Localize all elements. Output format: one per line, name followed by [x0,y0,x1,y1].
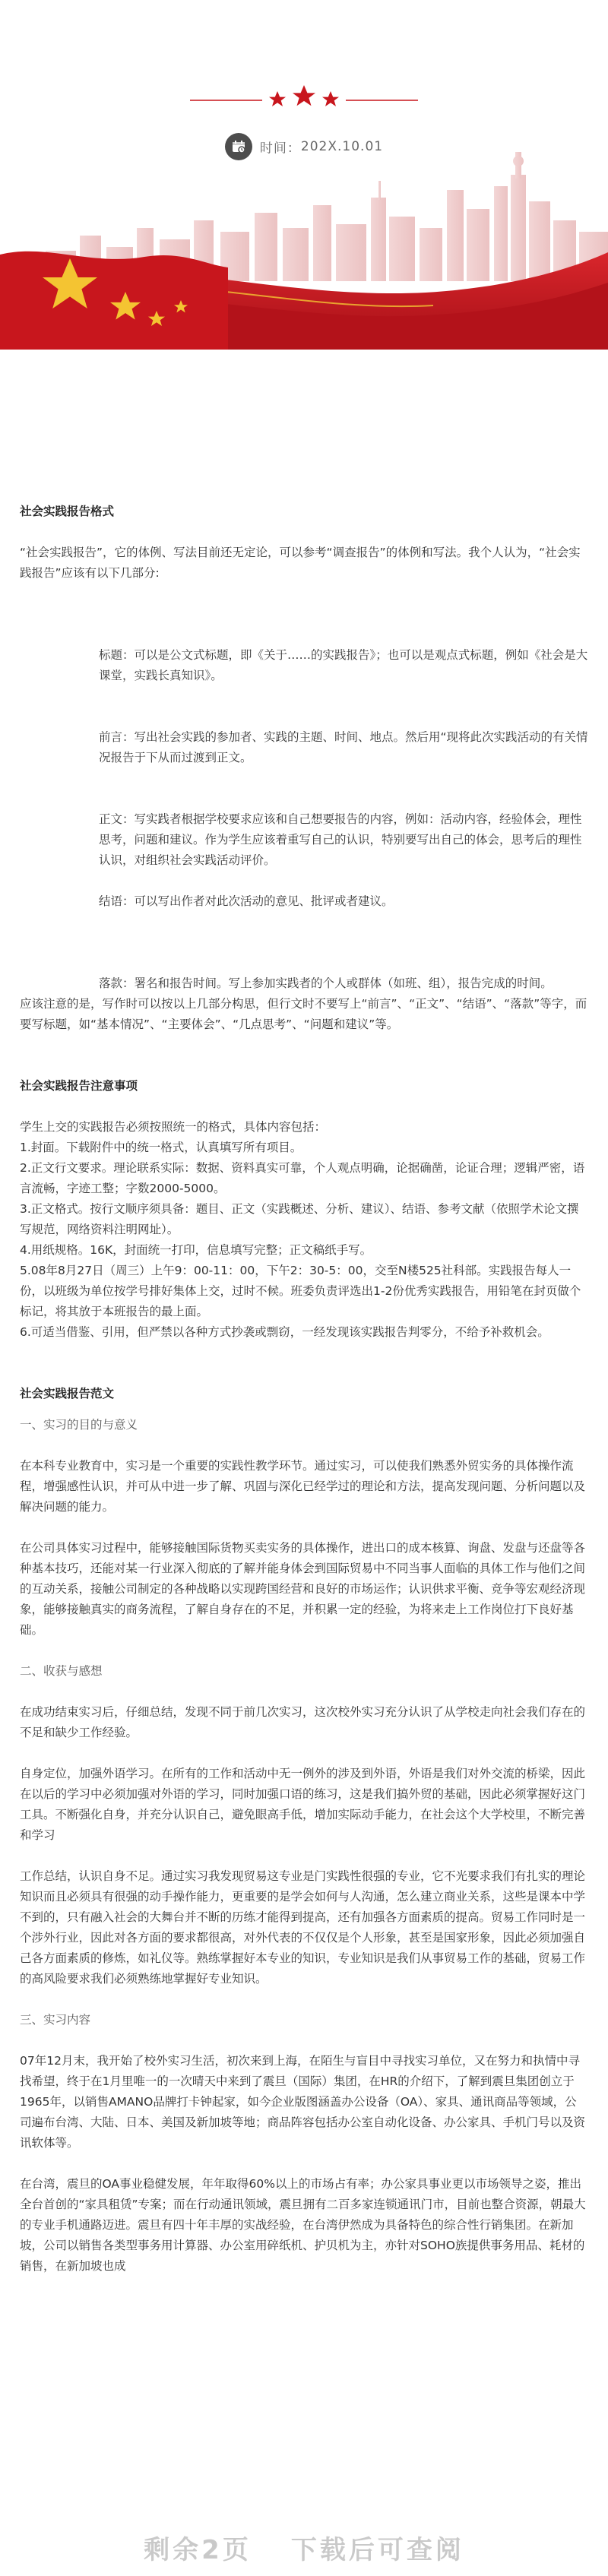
section-title-notes: 社会实践报告注意事项 [20,1079,138,1093]
date-row [0,133,608,160]
banner-artwork [0,0,608,350]
download-overlay[interactable] [0,2485,608,2576]
section-title-sample: 社会实践报告范文 [20,1387,115,1400]
format-title-part: 标题：可以是公文式标题，即《关于……的实践报告》；也可以是观点式标题，例如《社会是大课堂，实践长真知识》。 [99,648,588,682]
sample-paragraph: 自身定位，加强外语学习。在所有的工作和活动中无一例外的涉及到外语，外语是我们对外交流的桥梁，因此在以后的学习中必须加强对外语的学习，同时加强口语的练习，这是我们搞外贸的基础，因此必须掌握好这门工具。不断强化自身，并充分认识自己，避免眼高手低，增加实际动手能力，在社会这个大学校里，不断完善和学习 [20,1767,586,1842]
notes-item: 1.封面。下载附件中的统一格式，认真填写所有项目。 [20,1141,302,1154]
notes-item: 3.正文格式。按行文顺序须具备：题目、正文（实践概述、分析、建议）、结语、参考文献（依照学术论文撰写规范，网络资料注明网址）。 [20,1202,579,1236]
sample-heading-1: 一、实习的目的与意义 [20,1418,138,1432]
star-icon [322,91,339,106]
calendar-icon [225,133,252,160]
format-intro: “社会实践报告”，它的体例、写法目前还无定论，可以参考“调查报告”的体例和写法。我个人认为，“社会实践报告”应该有以下几部分: [20,546,581,580]
notes-item: 4.用纸规格。16K，封面统一打印，信息填写完整；正文稿纸手写。 [20,1243,372,1257]
section-title-format: 社会实践报告格式 [20,505,115,518]
notes-item: 5.08年8月27日（周三）上午9：00-11：00，下午2：30-5：00，交至N楼525社科部。实践报告每人一份，以班级为单位按学号排好集体上交，过时不候。班委负责评选出1-2份优秀实践报告，用铅笔在封页做个标记，将其放于本班报告的最上面。 [20,1264,581,1318]
remaining-pages-label: 剩余2页 [144,2535,252,2565]
format-note: 应该注意的是，写作时可以按以上几部分构思，但行文时不要写上“前言”、“正文”、“结语”、“落款”等字，而要写标题，如“基本情况”、“主要体会”、“几点思考”、“问题和建议”等。 [20,997,587,1031]
format-preface: 前言：写出社会实践的参加者、实践的主题、时间、地点。然后用“现将此次实践活动的有关情况报告于下从而过渡到正文。 [99,730,588,764]
sample-paragraph: 07年12月末，我开始了校外实习生活，初次来到上海，在陌生与盲目中寻找实习单位，又在努力和执情中寻找希望，终于在1月里唯一的一次晴天中来到了震旦（国际）集团，在HR的介绍下，了解到震旦集团创立于1965年，以销售AMANO品牌打卡钟起家，如今企业版图涵盖办公设备（OA）、家具、通讯商品等领域，公司遍布台湾、大陆、日本、美国及新加坡等地；商品阵容包括办公室自动化设备、办公家具、手机门号以及资讯软体等。 [20,2054,586,2150]
sample-paragraph: 工作总结，认识自身不足。通过实习我发现贸易这专业是门实践性很强的专业，它不光要求我们有扎实的理论知识而且必须具有很强的动手操作能力，更重要的是学会如何与人沟通，怎么建立商业关系，这些是课本中学不到的，只有融入社会的大舞台并不断的历练才能得到提高，还有加强各方面素质的提高。贸易工作同时是一个涉外行业，因此对各方面的要求都很高，对外代表的不仅仅是个人形象，甚至是国家形象，因此必须加强自己各方面素质的修炼，如礼仪等。熟练掌握好本专业的知识，专业知识是我们从事贸易工作的基础，贸易工作的高风险要求我们必须熟练地掌握好专业知识。 [20,1869,586,1986]
format-ending: 结语：可以写出作者对此次活动的意见、批评或者建议。 [99,894,394,908]
red-flag [0,252,228,350]
format-body: 正文：写实践者根据学校要求应该和自己想要报告的内容，例如：活动内容，经验体会，理性思考，问题和建议。作为学生应该着重写自己的认识，特别要写出自己的体会，思考后的理性认识，对组织社会实践活动评价。 [99,812,582,867]
star-icon [293,85,315,106]
top-stars [190,85,418,106]
sample-heading-2: 二、收获与感想 [20,1664,103,1678]
format-signature: 落款：署名和报告时间。写上参加实践者的个人或群体（如班、组），报告完成的时间。 [99,976,553,990]
download-hint[interactable]: 下载后可查阅 [290,2535,464,2565]
star-icon [269,91,286,106]
sample-paragraph: 在成功结束实习后，仔细总结，发现不同于前几次实习，这次校外实习充分认识了从学校走向社会我们存在的不足和缺少工作经验。 [20,1705,586,1739]
sample-paragraph: 在公司具体实习过程中，能够接触国际货物买卖实务的具体操作，进出口的成本核算、询盘、发盘与还盘等各种基本技巧，还能对某一行业深入彻底的了解并能身体会到国际贸易中不同当事人面临的具体工作与他们之间的互动关系，接触公司制定的各种战略以实现跨国经营和良好的市场运作；认识供求平衡、竞争等宏观经济现象，能够接触真实的商务流程，了解自身存在的不足，并积累一定的经验，为将来走上工作岗位打下良好基础。 [20,1541,586,1637]
notes-intro: 学生上交的实践报告必须按照统一的格式，具体内容包括： [20,1120,327,1134]
sample-paragraph: 在本科专业教育中，实习是一个重要的实践性教学环节。通过实习，可以使我们熟悉外贸实务的具体操作流程，增强感性认识，并可从中进一步了解、巩固与深化已经学过的理论和方法，提高发现问题、分析问题以及解决问题的能力。 [20,1459,586,1514]
header-banner [0,0,608,350]
sample-heading-3: 三、实习内容 [20,2013,91,2027]
sample-paragraph: 在台湾，震旦的OA事业稳健发展，年年取得60%以上的市场占有率；办公家具事业更以市场领导之姿，推出全台首创的“家具租赁”专案；而在行动通讯领域，震旦拥有二百多家连锁通讯门市，目前也整合资源，朝最大的专业手机通路迈进。震旦有四十年丰厚的实战经验，在台湾伊然成为具备特色的综合性行销集团。在新加坡，公司以销售各类型事务用计算器、办公室用碎纸机、护贝机为主，亦针对SOHO族提供事务用品、耗材的销售，在新加坡也成 [20,2177,586,2273]
document-content [20,502,588,2277]
time-value: 202X.10.01 [300,139,384,154]
time-label: 时间： [259,141,301,157]
notes-item: 6.可适当借鉴、引用，但严禁以各种方式抄袭或剽窃，一经发现该实践报告判零分，不给予补救机会。 [20,1325,549,1339]
notes-item: 2.正文行文要求。理论联系实际：数据、资料真实可靠，个人观点明确，论据确凿，论证合理；逻辑严密，语言流畅，字迹工整；字数2000-5000。 [20,1161,585,1195]
